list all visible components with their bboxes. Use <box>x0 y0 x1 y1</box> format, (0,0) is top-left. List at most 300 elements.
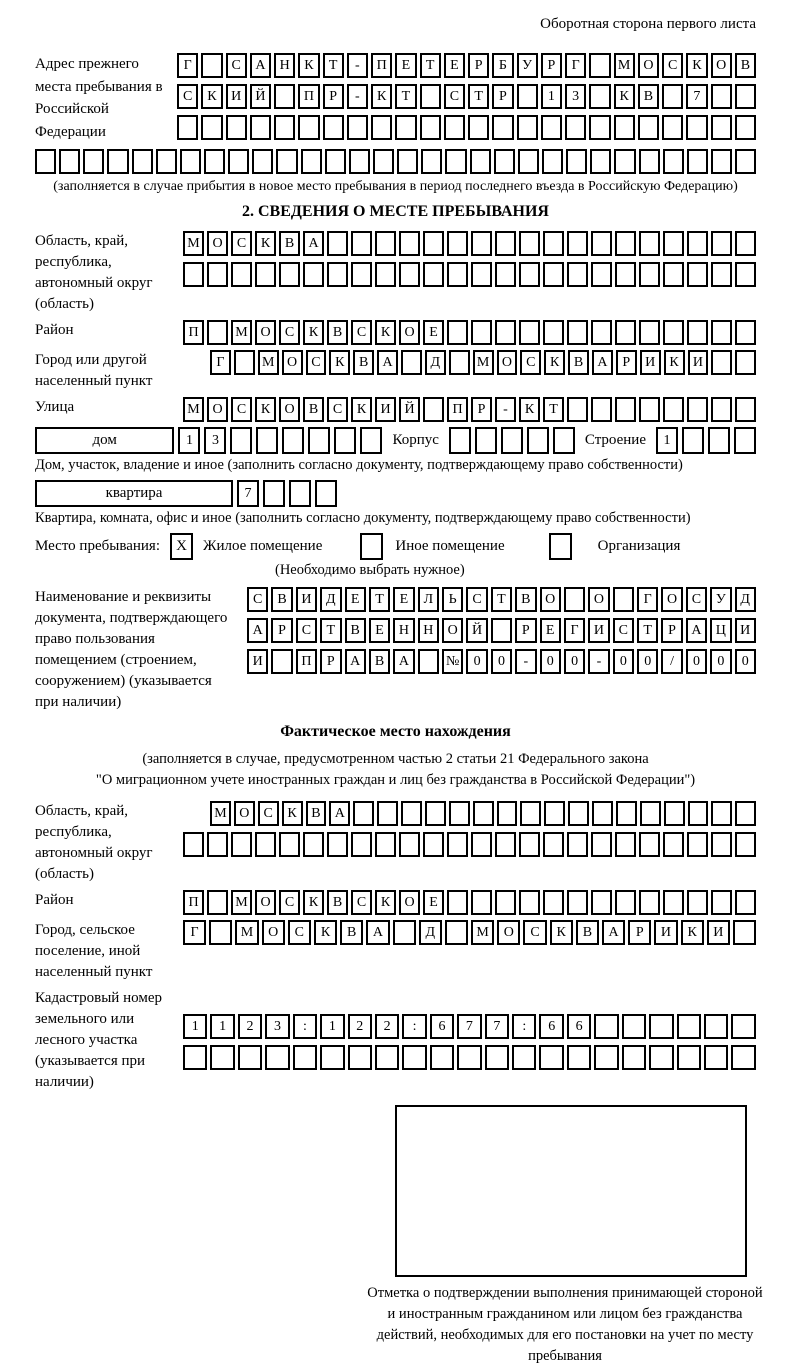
char-cell: Г <box>637 587 658 612</box>
char-cell: Р <box>492 84 513 109</box>
char-cell: Г <box>565 53 586 78</box>
house-number-cells <box>178 427 382 454</box>
char-cell <box>473 801 494 826</box>
char-cell <box>543 231 564 256</box>
char-cell <box>735 320 756 345</box>
char-cell <box>520 801 541 826</box>
char-cell: О <box>234 801 255 826</box>
cadastre-row-2 <box>183 1045 756 1070</box>
char-cell <box>687 231 708 256</box>
fact-city-label: Город, сельское поселение, иной населенный пункт <box>35 922 153 981</box>
char-cell: С <box>613 618 634 643</box>
char-cell <box>492 115 513 140</box>
district-label: Район <box>35 322 74 338</box>
char-cell: А <box>393 649 414 674</box>
char-cell: И <box>375 397 396 422</box>
char-cell <box>539 1045 563 1070</box>
char-cell: А <box>345 649 366 674</box>
stroenie-cells <box>656 427 756 454</box>
char-cell: Е <box>345 587 366 612</box>
char-cell <box>615 397 636 422</box>
char-cell <box>589 53 610 78</box>
char-cell <box>735 832 756 857</box>
section2-title: 2. СВЕДЕНИЯ О МЕСТЕ ПРЕБЫВАНИЯ <box>242 203 549 220</box>
char-cell: И <box>640 350 661 375</box>
char-cell <box>449 427 471 454</box>
char-cell <box>567 231 588 256</box>
char-cell <box>445 920 468 945</box>
char-cell <box>711 115 732 140</box>
char-cell <box>566 149 587 174</box>
char-cell: К <box>519 397 540 422</box>
actual-location-note-1: (заполняется в случае, предусмотренном частью 2 статьи 21 Федерального закона <box>142 751 649 767</box>
char-cell <box>704 1045 728 1070</box>
char-cell: П <box>371 53 392 78</box>
char-cell: К <box>201 84 222 109</box>
char-cell <box>470 149 491 174</box>
char-cell <box>399 832 420 857</box>
cadastre-label: Кадастровый номер земельного или лесного участка (указывается при наличии) <box>35 990 162 1091</box>
char-cell: И <box>654 920 677 945</box>
fact-region-row-1 <box>210 801 756 826</box>
char-cell: Ц <box>710 618 731 643</box>
char-cell: А <box>377 350 398 375</box>
char-cell <box>59 149 80 174</box>
char-cell: : <box>402 1014 426 1039</box>
char-cell: 0 <box>735 649 756 674</box>
char-cell <box>677 1014 701 1039</box>
char-cell: О <box>262 920 285 945</box>
char-cell <box>677 1045 701 1070</box>
char-cell <box>733 920 756 945</box>
char-cell <box>401 801 422 826</box>
char-cell: К <box>314 920 337 945</box>
char-cell: С <box>444 84 465 109</box>
actual-location-title: Фактическое место нахождения <box>280 723 511 740</box>
char-cell: А <box>329 801 350 826</box>
char-cell <box>591 320 612 345</box>
char-cell: В <box>345 618 366 643</box>
char-cell <box>731 1014 755 1039</box>
city-row <box>210 350 756 375</box>
char-cell <box>445 149 466 174</box>
char-cell <box>289 480 311 507</box>
char-cell: К <box>686 53 707 78</box>
stay-type-label: Место пребывания: <box>35 538 160 554</box>
char-cell <box>495 890 516 915</box>
char-cell <box>639 262 660 287</box>
char-cell: 6 <box>567 1014 591 1039</box>
char-cell: Е <box>369 618 390 643</box>
char-cell: Р <box>471 397 492 422</box>
char-cell <box>209 920 232 945</box>
char-cell: И <box>588 618 609 643</box>
char-cell <box>687 832 708 857</box>
char-cell <box>591 832 612 857</box>
char-cell <box>485 1045 509 1070</box>
char-cell <box>567 262 588 287</box>
char-cell <box>210 1045 234 1070</box>
char-cell: В <box>638 84 659 109</box>
char-cell <box>687 890 708 915</box>
korpus-label: Корпус <box>392 432 439 448</box>
char-cell <box>298 115 319 140</box>
back-side-note: Оборотная сторона первого листа <box>540 16 756 32</box>
char-cell: О <box>588 587 609 612</box>
char-cell: О <box>540 587 561 612</box>
char-cell <box>303 832 324 857</box>
char-cell: К <box>255 231 276 256</box>
char-cell <box>301 149 322 174</box>
char-cell: С <box>351 890 372 915</box>
char-cell: 0 <box>637 649 658 674</box>
char-cell <box>731 1045 755 1070</box>
fact-city-row <box>183 920 756 945</box>
char-cell: Й <box>399 397 420 422</box>
previous-address-row-2 <box>177 84 756 109</box>
char-cell <box>614 115 635 140</box>
char-cell: М <box>235 920 258 945</box>
char-cell <box>293 1045 317 1070</box>
char-cell: О <box>497 350 518 375</box>
char-cell: 0 <box>613 649 634 674</box>
char-cell <box>471 890 492 915</box>
char-cell <box>663 320 684 345</box>
confirmation-stamp-box <box>395 1105 747 1277</box>
char-cell: Ь <box>442 587 463 612</box>
char-cell: К <box>329 350 350 375</box>
char-cell <box>423 262 444 287</box>
checkbox-organization <box>549 533 572 560</box>
char-cell <box>519 832 540 857</box>
stay-type-row <box>35 533 756 560</box>
char-cell: 1 <box>178 427 200 454</box>
char-cell: Е <box>395 53 416 78</box>
char-cell <box>735 350 756 375</box>
char-cell: Д <box>419 920 442 945</box>
char-cell: С <box>327 397 348 422</box>
char-cell <box>614 149 635 174</box>
char-cell <box>543 320 564 345</box>
char-cell <box>207 262 228 287</box>
char-cell <box>231 832 252 857</box>
char-cell <box>449 801 470 826</box>
char-cell: А <box>602 920 625 945</box>
char-cell: Г <box>210 350 231 375</box>
confirmation-stamp-note: Отметка о подтверждении выполнения принимающей стороной и иностранным гражданином или лицом без гражданства действий, необходимых для его постановки на учет по месту пребывания <box>367 1285 763 1365</box>
house-row <box>35 427 756 454</box>
char-cell: 6 <box>539 1014 563 1039</box>
fact-region-row-2 <box>183 832 756 857</box>
char-cell <box>519 262 540 287</box>
char-cell <box>615 832 636 857</box>
char-cell <box>567 320 588 345</box>
char-cell: В <box>568 350 589 375</box>
char-cell <box>527 427 549 454</box>
char-cell <box>589 84 610 109</box>
char-cell: Г <box>183 920 206 945</box>
char-cell: И <box>707 920 730 945</box>
char-cell: Т <box>395 84 416 109</box>
char-cell: Р <box>323 84 344 109</box>
char-cell: 0 <box>491 649 512 674</box>
char-cell <box>711 397 732 422</box>
char-cell <box>401 350 422 375</box>
char-cell <box>393 920 416 945</box>
char-cell: И <box>226 84 247 109</box>
char-cell: 7 <box>686 84 707 109</box>
char-cell <box>177 115 198 140</box>
char-cell: О <box>255 890 276 915</box>
char-cell <box>495 320 516 345</box>
char-cell <box>274 84 295 109</box>
char-cell: 2 <box>375 1014 399 1039</box>
char-cell <box>553 427 575 454</box>
char-cell: П <box>447 397 468 422</box>
char-cell <box>565 115 586 140</box>
char-cell <box>663 149 684 174</box>
char-cell: С <box>520 350 541 375</box>
char-cell <box>591 890 612 915</box>
region-row-1 <box>183 231 756 256</box>
previous-address-row-4 <box>35 149 756 174</box>
actual-location-note-2: "О миграционном учете иностранных граждан и лиц без гражданства в Российской Федерации") <box>95 772 696 789</box>
char-cell: С <box>177 84 198 109</box>
char-cell <box>591 262 612 287</box>
char-cell: С <box>466 587 487 612</box>
char-cell <box>501 427 523 454</box>
char-cell: Т <box>420 53 441 78</box>
char-cell <box>568 801 589 826</box>
char-cell <box>347 115 368 140</box>
char-cell: К <box>303 890 324 915</box>
char-cell <box>512 1045 536 1070</box>
previous-address-label: Адрес прежнего места пребывания в Российской Федерации <box>35 56 163 140</box>
char-cell <box>519 320 540 345</box>
char-cell <box>265 1045 289 1070</box>
checkbox-residential: X <box>170 533 193 560</box>
char-cell: С <box>288 920 311 945</box>
char-cell: 1 <box>320 1014 344 1039</box>
char-cell <box>494 149 515 174</box>
char-cell <box>615 262 636 287</box>
char-cell <box>320 1045 344 1070</box>
previous-address-rows <box>177 53 756 140</box>
char-cell: Д <box>425 350 446 375</box>
char-cell <box>276 149 297 174</box>
char-cell <box>517 84 538 109</box>
char-cell: П <box>183 320 204 345</box>
char-cell: М <box>473 350 494 375</box>
char-cell <box>687 262 708 287</box>
char-cell <box>444 115 465 140</box>
stay-type-note: (Необходимо выбрать нужное) <box>275 562 465 578</box>
char-cell: К <box>550 920 573 945</box>
char-cell: В <box>353 350 374 375</box>
char-cell: Т <box>543 397 564 422</box>
char-cell: И <box>296 587 317 612</box>
previous-address-section <box>35 53 756 143</box>
char-cell <box>351 832 372 857</box>
char-cell <box>517 115 538 140</box>
char-cell: К <box>664 350 685 375</box>
char-cell: О <box>207 397 228 422</box>
char-cell <box>711 890 732 915</box>
char-cell <box>201 115 222 140</box>
char-cell <box>308 427 330 454</box>
char-cell: С <box>306 350 327 375</box>
char-cell <box>471 231 492 256</box>
char-cell: Л <box>418 587 439 612</box>
char-cell: Р <box>271 618 292 643</box>
char-cell: Р <box>541 53 562 78</box>
char-cell: Р <box>628 920 651 945</box>
char-cell <box>639 890 660 915</box>
char-cell <box>256 427 278 454</box>
char-cell <box>663 262 684 287</box>
char-cell <box>542 149 563 174</box>
city-field <box>35 350 756 392</box>
fact-region-field <box>35 801 756 885</box>
char-cell: - <box>515 649 536 674</box>
char-cell: М <box>471 920 494 945</box>
char-cell: М <box>210 801 231 826</box>
char-cell <box>228 149 249 174</box>
char-cell: П <box>298 84 319 109</box>
char-cell <box>735 397 756 422</box>
document-row-1 <box>247 587 756 612</box>
char-cell <box>447 262 468 287</box>
char-cell <box>649 1014 673 1039</box>
char-cell: 3 <box>265 1014 289 1039</box>
char-cell: 0 <box>564 649 585 674</box>
char-cell: Т <box>320 618 341 643</box>
char-cell: С <box>226 53 247 78</box>
char-cell <box>687 397 708 422</box>
char-cell: П <box>183 890 204 915</box>
char-cell <box>399 262 420 287</box>
char-cell <box>639 397 660 422</box>
char-cell: Т <box>491 587 512 612</box>
char-cell: 1 <box>210 1014 234 1039</box>
char-cell <box>567 397 588 422</box>
previous-address-row-3 <box>177 115 756 140</box>
char-cell <box>348 1045 372 1070</box>
char-cell <box>622 1045 646 1070</box>
fact-region-label: Область, край, республика, автономный округ (область) <box>35 803 153 883</box>
char-cell <box>687 320 708 345</box>
char-cell: 3 <box>565 84 586 109</box>
char-cell <box>491 618 512 643</box>
char-cell: С <box>258 801 279 826</box>
house-type-box: дом <box>35 427 174 454</box>
char-cell <box>543 262 564 287</box>
char-cell <box>615 320 636 345</box>
char-cell: И <box>688 350 709 375</box>
char-cell <box>663 832 684 857</box>
char-cell: О <box>638 53 659 78</box>
char-cell <box>375 1045 399 1070</box>
char-cell: / <box>661 649 682 674</box>
char-cell: С <box>231 231 252 256</box>
char-cell <box>663 397 684 422</box>
char-cell <box>613 587 634 612</box>
region-label: Область, край, республика, автономный округ (область) <box>35 233 153 312</box>
apartment-row <box>35 480 756 507</box>
city-label: Город или другой населенный пункт <box>35 352 153 389</box>
char-cell <box>250 115 271 140</box>
char-cell <box>377 801 398 826</box>
char-cell <box>234 350 255 375</box>
char-cell: Г <box>177 53 198 78</box>
char-cell <box>255 262 276 287</box>
char-cell <box>688 801 709 826</box>
cadastre-field <box>35 988 756 1093</box>
char-cell <box>457 1045 481 1070</box>
char-cell: В <box>306 801 327 826</box>
char-cell: К <box>303 320 324 345</box>
char-cell: О <box>279 397 300 422</box>
char-cell: У <box>710 587 731 612</box>
document-field <box>35 587 756 713</box>
char-cell: В <box>515 587 536 612</box>
char-cell <box>662 84 683 109</box>
char-cell <box>375 832 396 857</box>
char-cell <box>663 231 684 256</box>
char-cell: М <box>258 350 279 375</box>
document-label: Наименование и реквизиты документа, подтверждающего право пользования помещением (строением, сооружением) (указывается при наличии) <box>35 589 228 710</box>
char-cell: 2 <box>238 1014 262 1039</box>
char-cell <box>349 149 370 174</box>
char-cell <box>238 1045 262 1070</box>
street-label: Улица <box>35 399 75 415</box>
char-cell <box>447 832 468 857</box>
char-cell <box>471 320 492 345</box>
char-cell <box>107 149 128 174</box>
char-cell <box>351 262 372 287</box>
stroenie-label: Строение <box>584 432 646 448</box>
char-cell <box>395 115 416 140</box>
char-cell <box>255 832 276 857</box>
char-cell: 1 <box>541 84 562 109</box>
char-cell <box>423 397 444 422</box>
char-cell <box>397 149 418 174</box>
char-cell <box>591 397 612 422</box>
korpus-cells <box>449 427 575 454</box>
char-cell <box>201 53 222 78</box>
char-cell: И <box>735 618 756 643</box>
char-cell <box>543 832 564 857</box>
char-cell <box>594 1045 618 1070</box>
char-cell <box>399 231 420 256</box>
char-cell: Е <box>423 320 444 345</box>
char-cell <box>263 480 285 507</box>
char-cell: Н <box>393 618 414 643</box>
char-cell <box>447 320 468 345</box>
char-cell <box>711 149 732 174</box>
char-cell: М <box>231 890 252 915</box>
char-cell <box>282 427 304 454</box>
char-cell <box>183 832 204 857</box>
char-cell <box>471 832 492 857</box>
cadastre-row-1 <box>183 1014 756 1039</box>
char-cell <box>711 231 732 256</box>
char-cell: В <box>271 587 292 612</box>
char-cell: № <box>442 649 463 674</box>
char-cell <box>418 649 439 674</box>
char-cell: К <box>255 397 276 422</box>
char-cell: 7 <box>485 1014 509 1039</box>
